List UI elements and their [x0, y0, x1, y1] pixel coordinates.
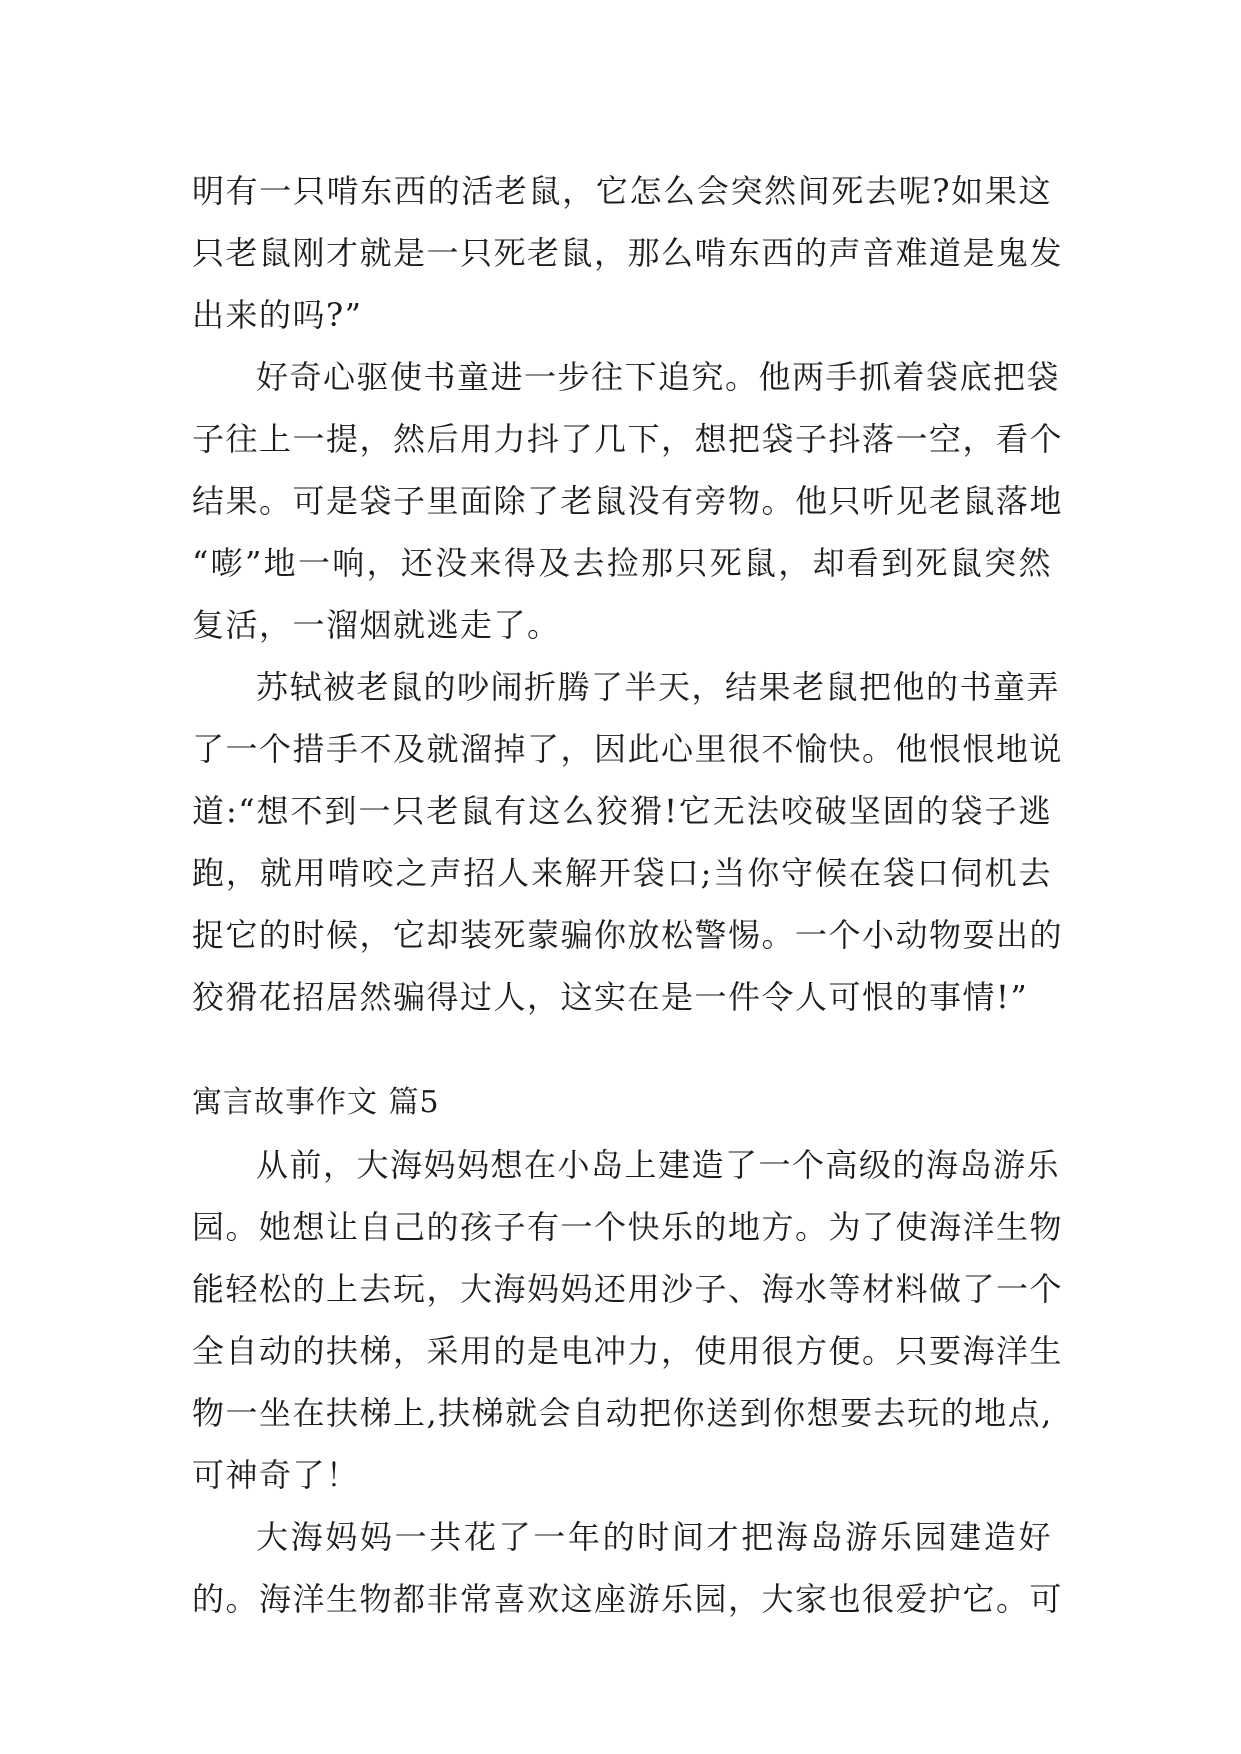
paragraph: [192, 656, 1064, 1028]
text-line: 能轻松的上去玩，大海妈妈还用沙子、海水等材料做了一个: [192, 1270, 1064, 1308]
text-line: “嘭”地一响，还没来得及去捡那只死鼠，却看到死鼠突然: [192, 544, 1052, 582]
text-line: 苏轼被老鼠的吵闹折腾了半天，结果老鼠把他的书童弄: [256, 668, 1061, 706]
text-line: 可神奇了！: [192, 1456, 360, 1494]
text-line: 明有一只啃东西的活老鼠，它怎么会突然间死去呢?如果这: [192, 172, 1052, 210]
text-line: 好奇心驱使书童进一步往下追究。他两手抓着袋底把袋: [256, 358, 1061, 396]
paragraph: [192, 160, 1064, 346]
text-line: 园。她想让自己的孩子有一个快乐的地方。为了使海洋生物: [192, 1208, 1064, 1246]
text-line: 只老鼠刚才就是一只死老鼠，那么啃东西的声音难道是鬼发: [192, 234, 1064, 272]
text-line: 出来的吗?”: [192, 296, 363, 334]
paragraph: [192, 346, 1064, 656]
document-page: [192, 160, 1064, 1630]
text-line: 物一坐在扶梯上,扶梯就会自动把你送到你想要去玩的地点,: [192, 1394, 1053, 1432]
text-line: 的。海洋生物都非常喜欢这座游乐园，大家也很爱护它。可: [192, 1580, 1064, 1618]
text-line: 全自动的扶梯，采用的是电冲力，使用很方便。只要海洋生: [192, 1332, 1064, 1370]
text-line: 复活，一溜烟就逃走了。: [192, 606, 561, 644]
text-line: 子往上一提，然后用力抖了几下，想把袋子抖落一空，看个: [192, 420, 1064, 458]
text-line: 了一个措手不及就溜掉了，因此心里很不愉快。他恨恨地说: [192, 730, 1064, 768]
text-line: 结果。可是袋子里面除了老鼠没有旁物。他只听见老鼠落地: [192, 482, 1064, 520]
section-heading: 寓言故事作文 篇5: [192, 1085, 440, 1120]
text-line: 跑，就用啃咬之声招人来解开袋口;当你守候在袋口伺机去: [192, 854, 1052, 892]
paragraph: [192, 1506, 1064, 1630]
paragraph: [192, 1134, 1064, 1506]
text-line: 大海妈妈一共花了一年的时间才把海岛游乐园建造好: [256, 1518, 1052, 1556]
text-line: 捉它的时候，它却装死蒙骗你放松警惕。一个小动物耍出的: [192, 916, 1064, 954]
text-line: 狡猾花招居然骗得过人，这实在是一件令人可恨的事情!”: [192, 978, 1029, 1016]
text-line: 从前，大海妈妈想在小岛上建造了一个高级的海岛游乐: [256, 1146, 1061, 1184]
text-line: 道:“想不到一只老鼠有这么狡猾!它无法咬破坚固的袋子逃: [192, 792, 1052, 830]
